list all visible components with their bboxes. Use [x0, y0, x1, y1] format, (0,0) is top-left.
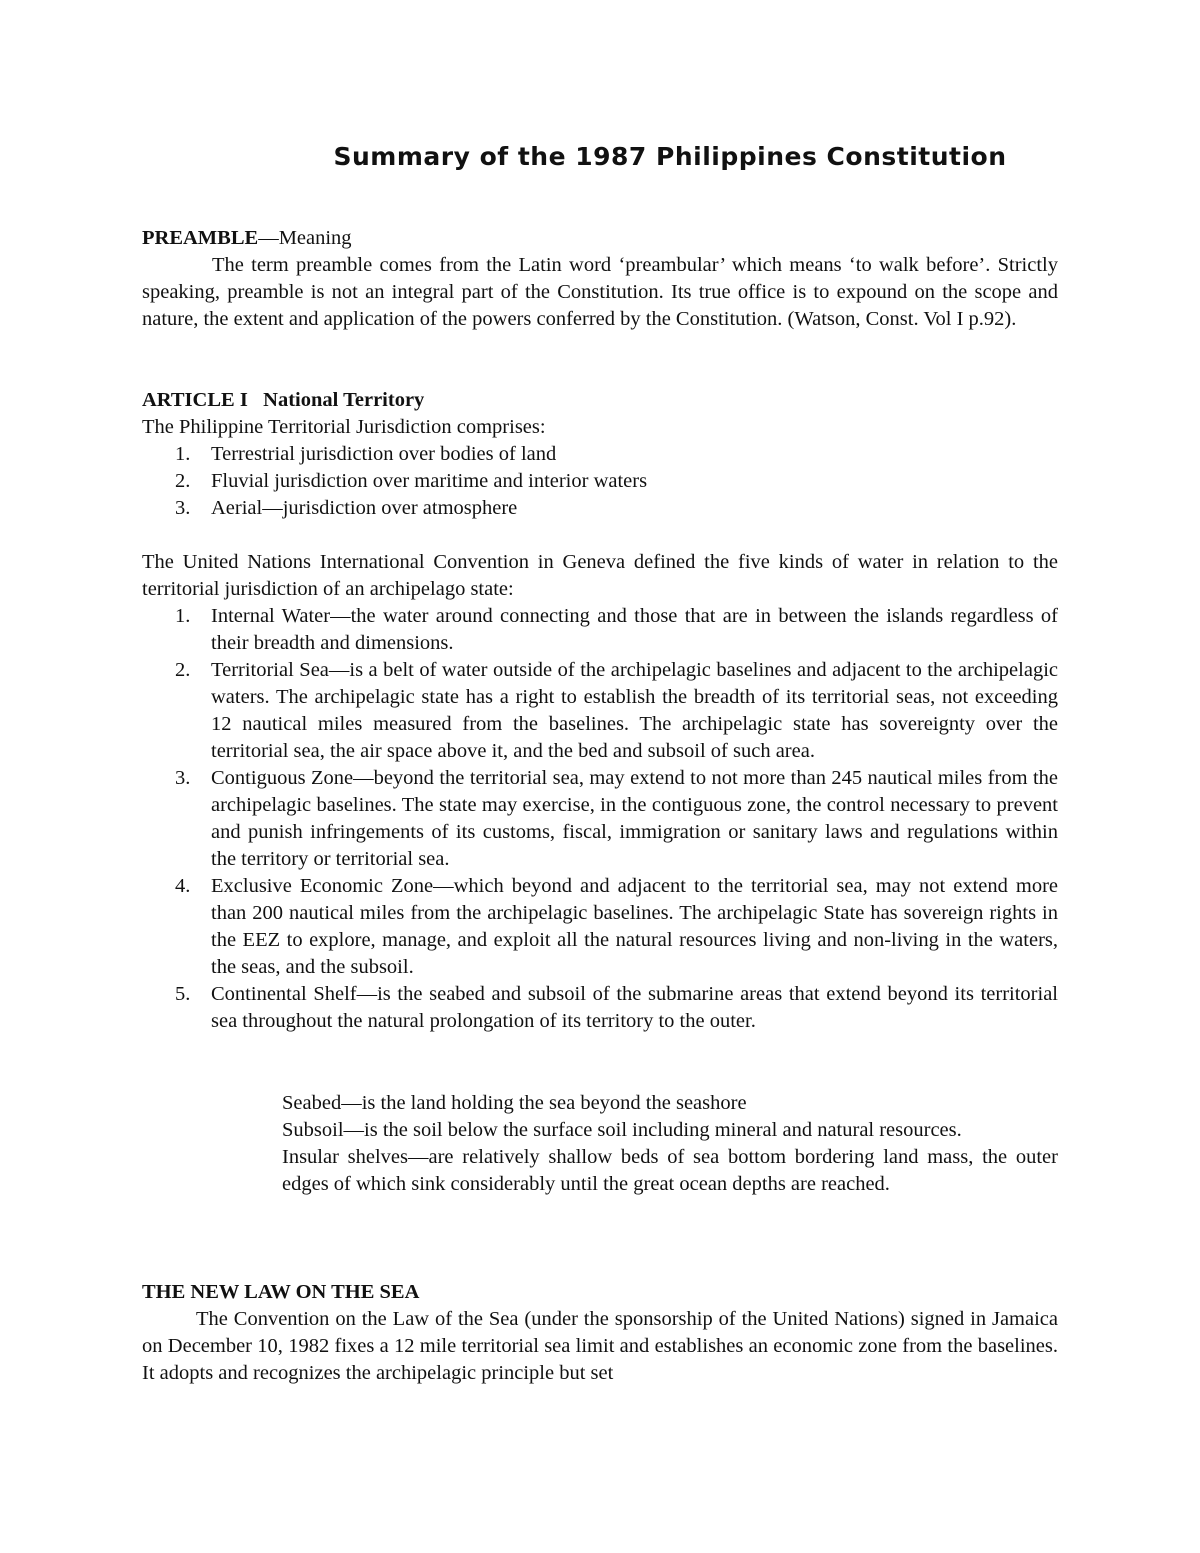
preamble-heading: PREAMBLE: [142, 227, 259, 249]
article-1-section: [142, 387, 1058, 522]
waters-list: [142, 603, 1058, 1035]
definition-seabed: Seabed—is the land holding the sea beyond the seashore: [282, 1092, 747, 1114]
list-item: 4. Exclusive Economic Zone—which beyond and adjacent to the territorial sea, may not extend more than 200 nautical miles from the archipelagic baselines. The archipelagic State has sovereign rights in the EEZ to explore, manage, and exploit all the natural resources living and non-living in the waters, the seas, and the subsoil.: [175, 875, 1058, 978]
law-of-sea-text: The Convention on the Law of the Sea (under the sponsorship of the United Nations) signed in Jamaica on December 10, 1982 fixes a 12 mile territorial sea limit and establishes an economic zone from the baselines. It adopts and recognizes the archipelagic principle but set: [142, 1308, 1058, 1384]
preamble-subheading: —Meaning: [258, 227, 352, 249]
preamble-section: [142, 225, 1058, 333]
list-item: 2. Territorial Sea—is a belt of water outside of the archipelagic baselines and adjacent to the archipelagic waters. The archipelagic state has a right to establish the breadth of its territorial seas, not exceeding 12 nautical miles measured from the baselines. The archipelagic state has sovereignty over the territorial sea, the air space above it, and the bed and subsoil of such area.: [175, 659, 1058, 762]
definition-subsoil: Subsoil—is the soil below the surface soil including mineral and natural resources.: [282, 1119, 962, 1141]
waters-intro: The United Nations International Convention in Geneva defined the five kinds of water in relation to the territorial jurisdiction of an archipelago state:: [142, 551, 1058, 600]
preamble-heading-line: [142, 225, 1058, 252]
law-of-sea-heading: THE NEW LAW ON THE SEA: [142, 1281, 420, 1303]
law-of-sea-section: [142, 1279, 1058, 1387]
preamble-text: The term preamble comes from the Latin word ‘preambular’ which means ‘to walk before’. Strictly speaking, preamble is not an integral part of the Constitution. Its true office is to expound on the scope and nature, the extent and application of the powers conferred by the Constitution. (Watson, Const. Vol I p.92).: [142, 254, 1058, 330]
definitions-block: [282, 1090, 1058, 1198]
list-item: 3. Contiguous Zone—beyond the territorial sea, may extend to not more than 245 nautical miles from the archipelagic baselines. The state may exercise, in the contiguous zone, the control necessary to prevent and punish infringements of its customs, fiscal, immigration or sanitary laws and regulations within the territory or territorial sea.: [175, 767, 1058, 870]
article-1-heading: ARTICLE I National Territory: [142, 389, 425, 411]
jurisdiction-list: [142, 441, 1058, 522]
list-item: 2. Fluvial jurisdiction over maritime and interior waters: [175, 470, 648, 492]
definition-insular-shelves: Insular shelves—are relatively shallow beds of sea bottom bordering land mass, the outer edges of which sink considerably until the great ocean depths are reached.: [282, 1146, 1058, 1195]
list-item: 3. Aerial—jurisdiction over atmosphere: [175, 497, 518, 519]
waters-section: [142, 549, 1058, 1035]
list-item: 5. Continental Shelf—is the seabed and subsoil of the submarine areas that extend beyond its territorial sea throughout the natural prolongation of its territory to the outer.: [175, 983, 1058, 1032]
article-1-intro: The Philippine Territorial Jurisdiction comprises:: [142, 416, 546, 438]
list-item: 1. Internal Water—the water around connecting and those that are in between the islands regardless of their breadth and dimensions.: [175, 605, 1058, 654]
document-title: Summary of the 1987 Philippines Constitution: [333, 142, 1007, 171]
list-item: 1. Terrestrial jurisdiction over bodies of land: [175, 443, 557, 465]
